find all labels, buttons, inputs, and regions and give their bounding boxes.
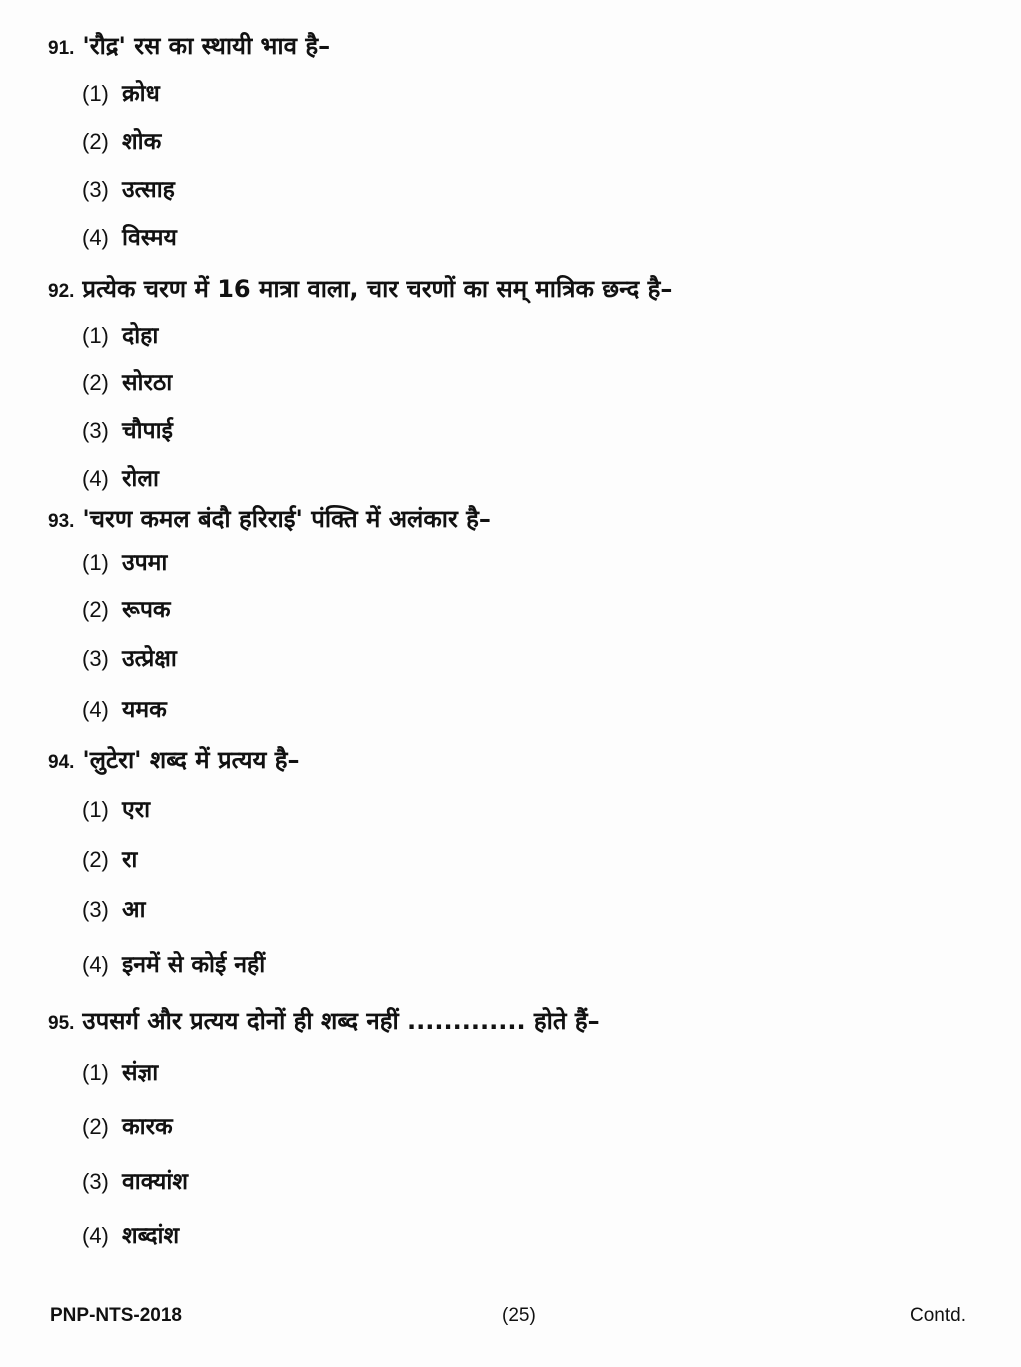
option-text: उपमा — [122, 550, 168, 576]
option-label: (2) — [82, 597, 109, 622]
paper-code: PNP-NTS-2018 — [50, 1305, 182, 1326]
option-label: (2) — [82, 129, 109, 154]
option-94-1 — [82, 794, 150, 826]
option-label: (1) — [82, 323, 109, 348]
option-93-4 — [82, 694, 167, 726]
option-text: क्रोध — [122, 81, 160, 107]
option-label: (4) — [82, 952, 109, 977]
option-text: उत्साह — [122, 177, 175, 203]
option-95-2 — [82, 1111, 173, 1143]
option-91-1 — [82, 78, 160, 110]
option-label: (4) — [82, 1223, 109, 1248]
option-text: रा — [122, 847, 138, 873]
question-92 — [48, 273, 672, 308]
question-95 — [48, 1005, 600, 1040]
question-text: प्रत्येक चरण में 16 मात्रा वाला, चार चरणों का सम् मात्रिक छन्द है– — [82, 275, 673, 303]
question-93 — [48, 503, 491, 538]
option-92-1 — [82, 320, 158, 352]
option-text: विस्मय — [122, 225, 177, 251]
option-label: (3) — [82, 177, 109, 202]
option-95-3 — [82, 1166, 188, 1198]
option-label: (2) — [82, 847, 109, 872]
option-label: (1) — [82, 1060, 109, 1085]
option-label: (4) — [82, 225, 109, 250]
option-text: शोक — [122, 129, 162, 155]
option-93-3 — [82, 643, 177, 675]
option-text: रूपक — [122, 597, 171, 623]
option-94-4 — [82, 949, 265, 981]
option-94-3 — [82, 894, 146, 926]
option-label: (3) — [82, 646, 109, 671]
question-text: 'चरण कमल बंदौ हरिराई' पंक्ति में अलंकार है– — [82, 505, 491, 533]
question-94 — [48, 744, 300, 779]
option-92-3 — [82, 415, 173, 447]
question-91 — [48, 30, 330, 65]
question-text: 'लुटेरा' शब्द में प्रत्यय है– — [82, 746, 300, 774]
option-95-1 — [82, 1057, 158, 1089]
question-number: 93. — [48, 511, 75, 532]
option-label: (1) — [82, 550, 109, 575]
question-text: उपसर्ग और प्रत्यय दोनों ही शब्द नहीं ............. होते हैं– — [82, 1007, 600, 1035]
option-label: (3) — [82, 418, 109, 443]
question-number: 95. — [48, 1013, 75, 1034]
question-number: 91. — [48, 38, 75, 59]
option-92-2 — [82, 367, 172, 399]
option-label: (2) — [82, 1114, 109, 1139]
option-text: वाक्यांश — [122, 1169, 188, 1195]
continued-label: Contd. — [910, 1305, 966, 1326]
option-text: इनमें से कोई नहीं — [122, 952, 266, 978]
question-number: 92. — [48, 281, 75, 302]
page-number: (25) — [502, 1305, 536, 1326]
option-label: (1) — [82, 797, 109, 822]
option-text: शब्दांश — [122, 1223, 180, 1249]
option-95-4 — [82, 1220, 179, 1252]
option-91-3 — [82, 174, 175, 206]
option-91-4 — [82, 222, 177, 254]
option-92-4 — [82, 463, 159, 495]
option-text: कारक — [122, 1114, 173, 1140]
option-text: संज्ञा — [122, 1060, 159, 1086]
option-text: दोहा — [122, 323, 159, 349]
question-text: 'रौद्र' रस का स्थायी भाव है– — [82, 32, 331, 60]
option-94-2 — [82, 844, 137, 876]
option-93-1 — [82, 547, 167, 579]
option-91-2 — [82, 126, 161, 158]
option-label: (1) — [82, 81, 109, 106]
option-text: यमक — [122, 697, 167, 723]
option-label: (2) — [82, 370, 109, 395]
option-93-2 — [82, 594, 171, 626]
option-label: (3) — [82, 897, 109, 922]
question-number: 94. — [48, 752, 75, 773]
option-text: उत्प्रेक्षा — [122, 646, 177, 672]
option-text: सोरठा — [122, 370, 173, 396]
option-label: (4) — [82, 466, 109, 491]
option-text: एरा — [122, 797, 151, 823]
option-text: आ — [122, 897, 146, 923]
option-text: चौपाई — [122, 418, 173, 444]
option-label: (4) — [82, 697, 109, 722]
option-label: (3) — [82, 1169, 109, 1194]
option-text: रोला — [122, 466, 159, 492]
